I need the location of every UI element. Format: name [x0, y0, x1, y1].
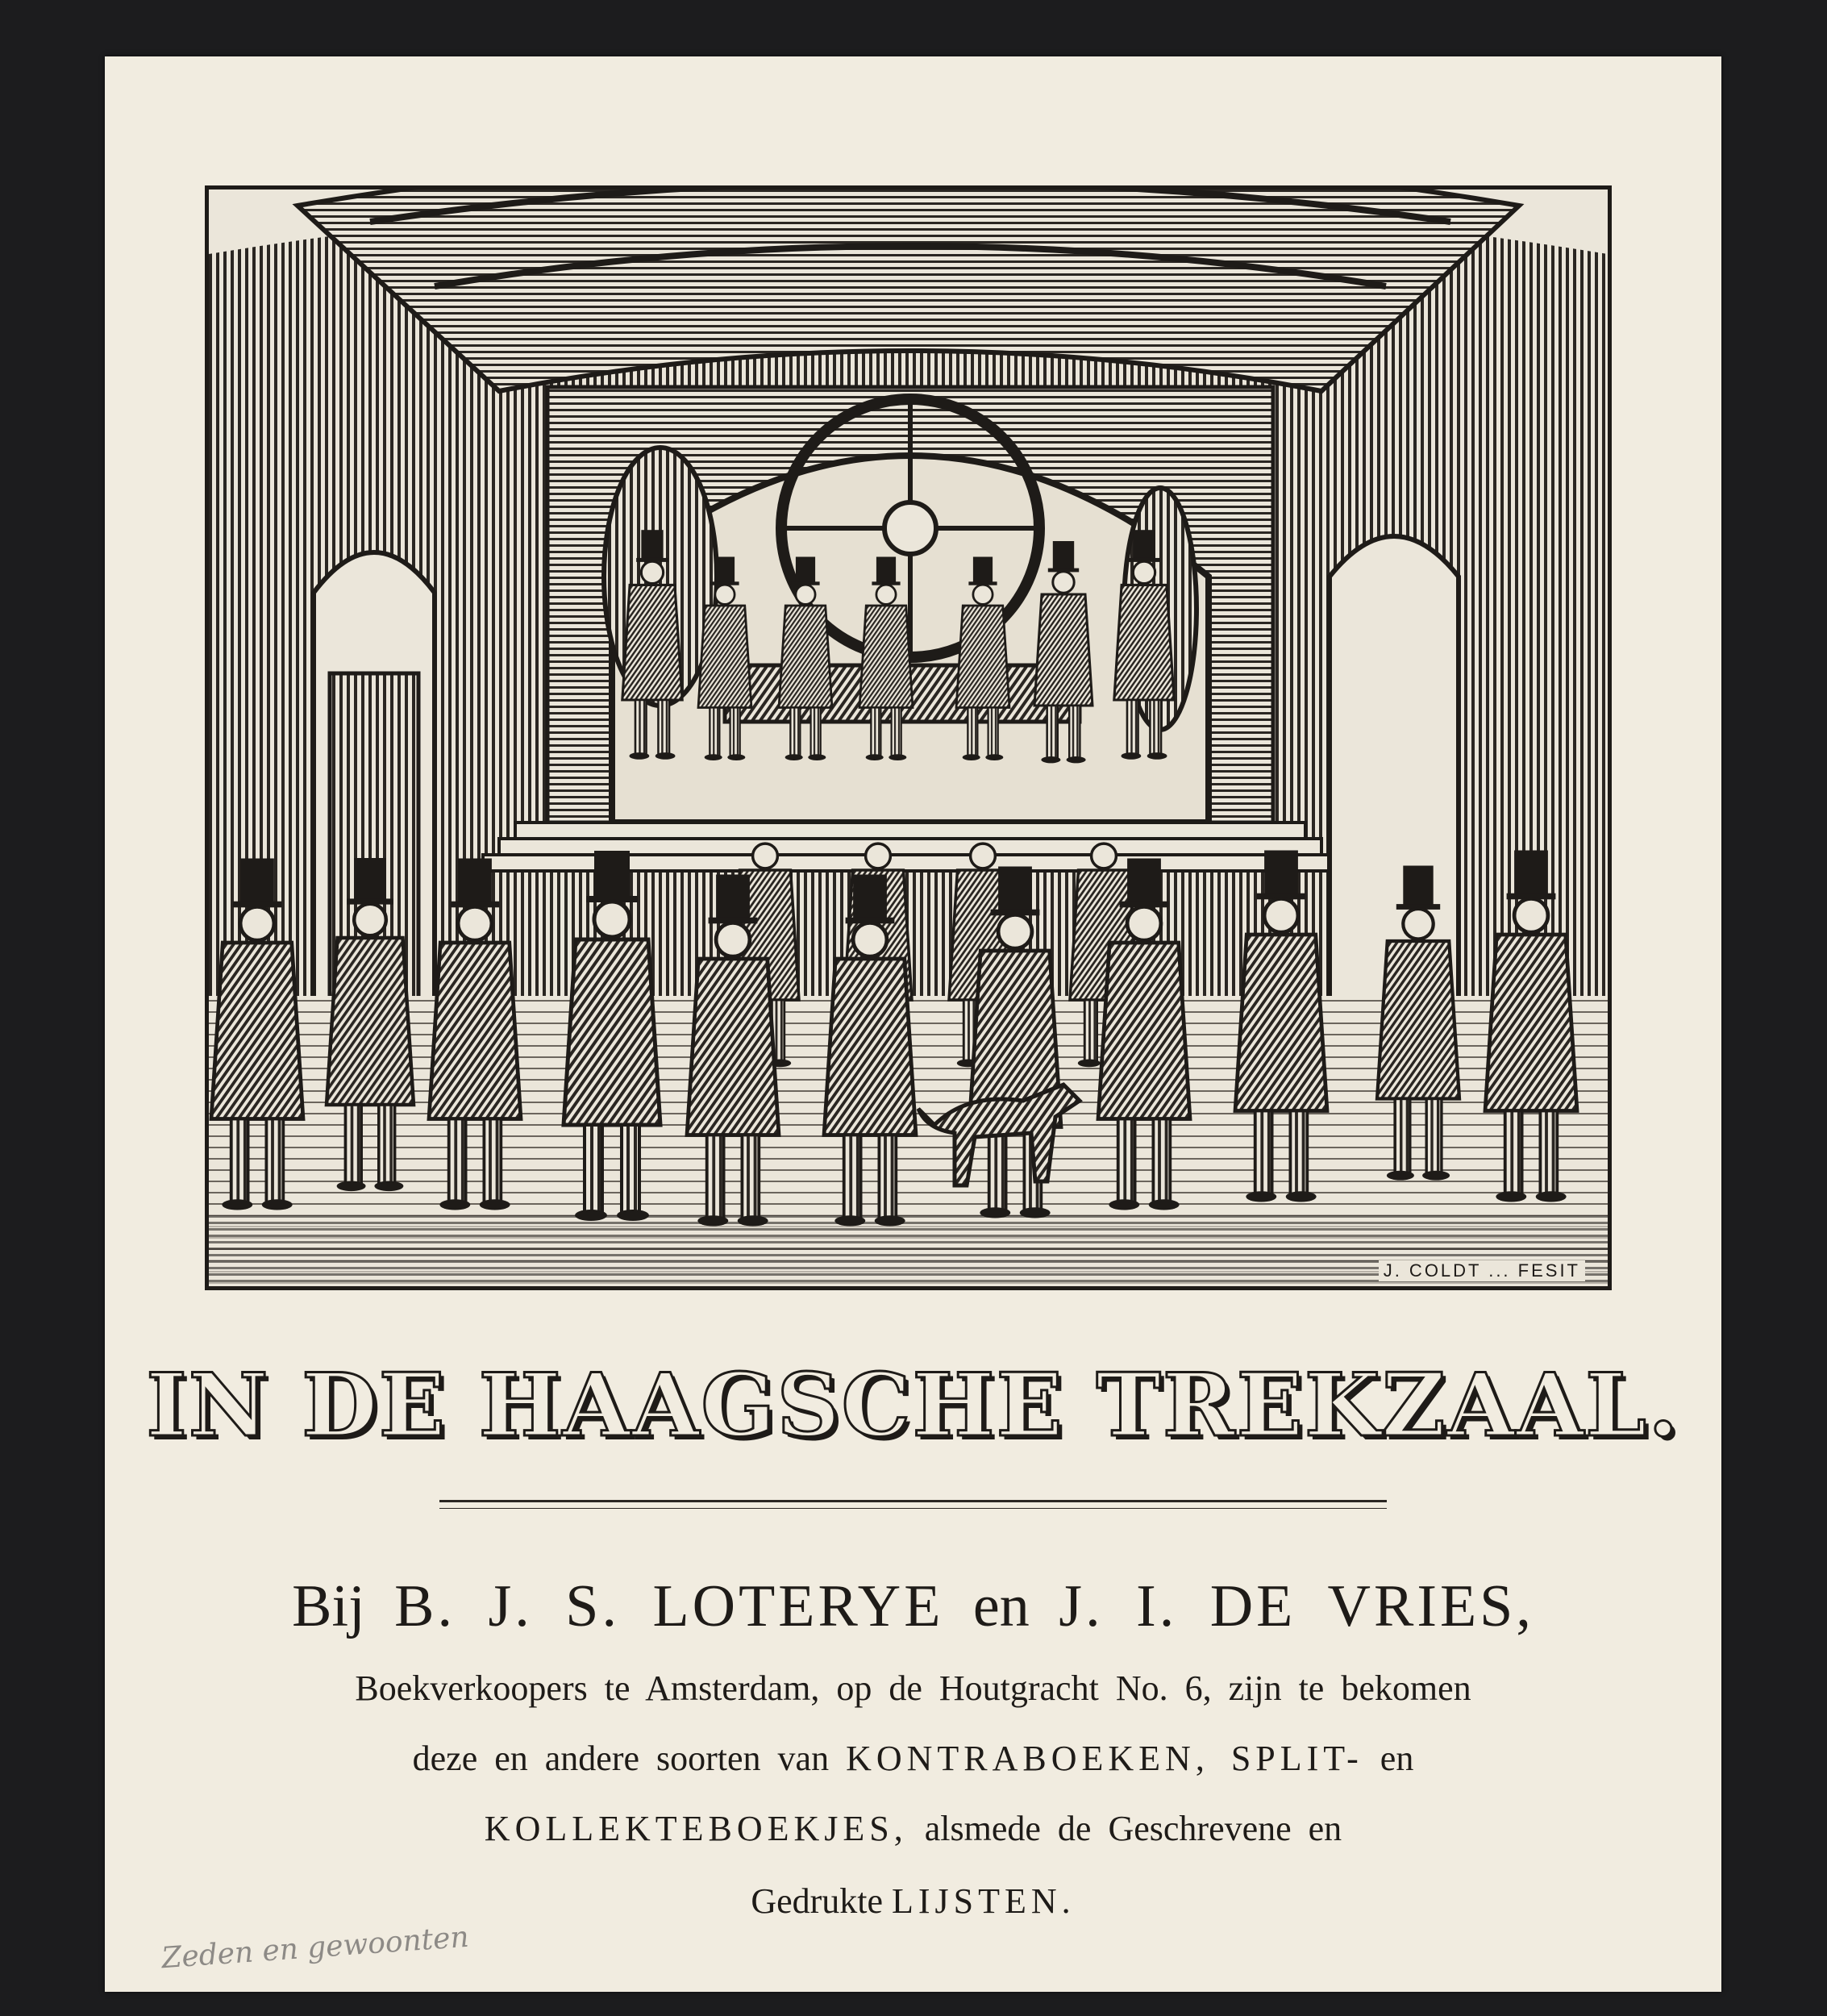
products-kontraboeken: KONTRABOEKEN, SPLIT-: [846, 1739, 1363, 1778]
products-kollekteboekjes: KOLLEKTEBOEKJES,: [484, 1809, 908, 1848]
publisher-name-1: B. J. S. LOTERYE: [394, 1573, 944, 1639]
products-line-3: [105, 1881, 1721, 1922]
publisher-conjunction: en: [972, 1573, 1030, 1639]
woodcut-illustration: [205, 185, 1612, 1290]
page-title: IN DE HAAGSCHE TREKZAAL.: [146, 1355, 1680, 1456]
products-conjunction: en: [1380, 1739, 1414, 1778]
title-divider: [439, 1500, 1387, 1502]
publisher-line: [105, 1572, 1721, 1641]
products-intro: deze en andere soorten van: [412, 1739, 830, 1778]
publisher-prefix: Bij: [292, 1573, 365, 1639]
products-line-1: [105, 1738, 1721, 1779]
lottery-hall-scene: [209, 190, 1608, 1286]
pencil-annotation: Zeden en gewoonten: [160, 1920, 470, 1976]
publisher-name-2: J. I. DE VRIES,: [1059, 1573, 1534, 1639]
print-sheet: [105, 56, 1721, 1992]
products-line-2: [105, 1808, 1721, 1849]
products-also: alsmede de Geschrevene en: [924, 1809, 1342, 1848]
engraver-signature: J. COLDT ... FESIT: [1379, 1260, 1585, 1281]
products-printed: Gedrukte: [751, 1881, 884, 1921]
title-divider-thin: [439, 1508, 1387, 1509]
products-lijsten: LIJSTEN.: [892, 1881, 1076, 1921]
address-line: Boekverkoopers te Amsterdam, op de Houtgracht No. 6, zijn te bekomen: [355, 1668, 1471, 1708]
